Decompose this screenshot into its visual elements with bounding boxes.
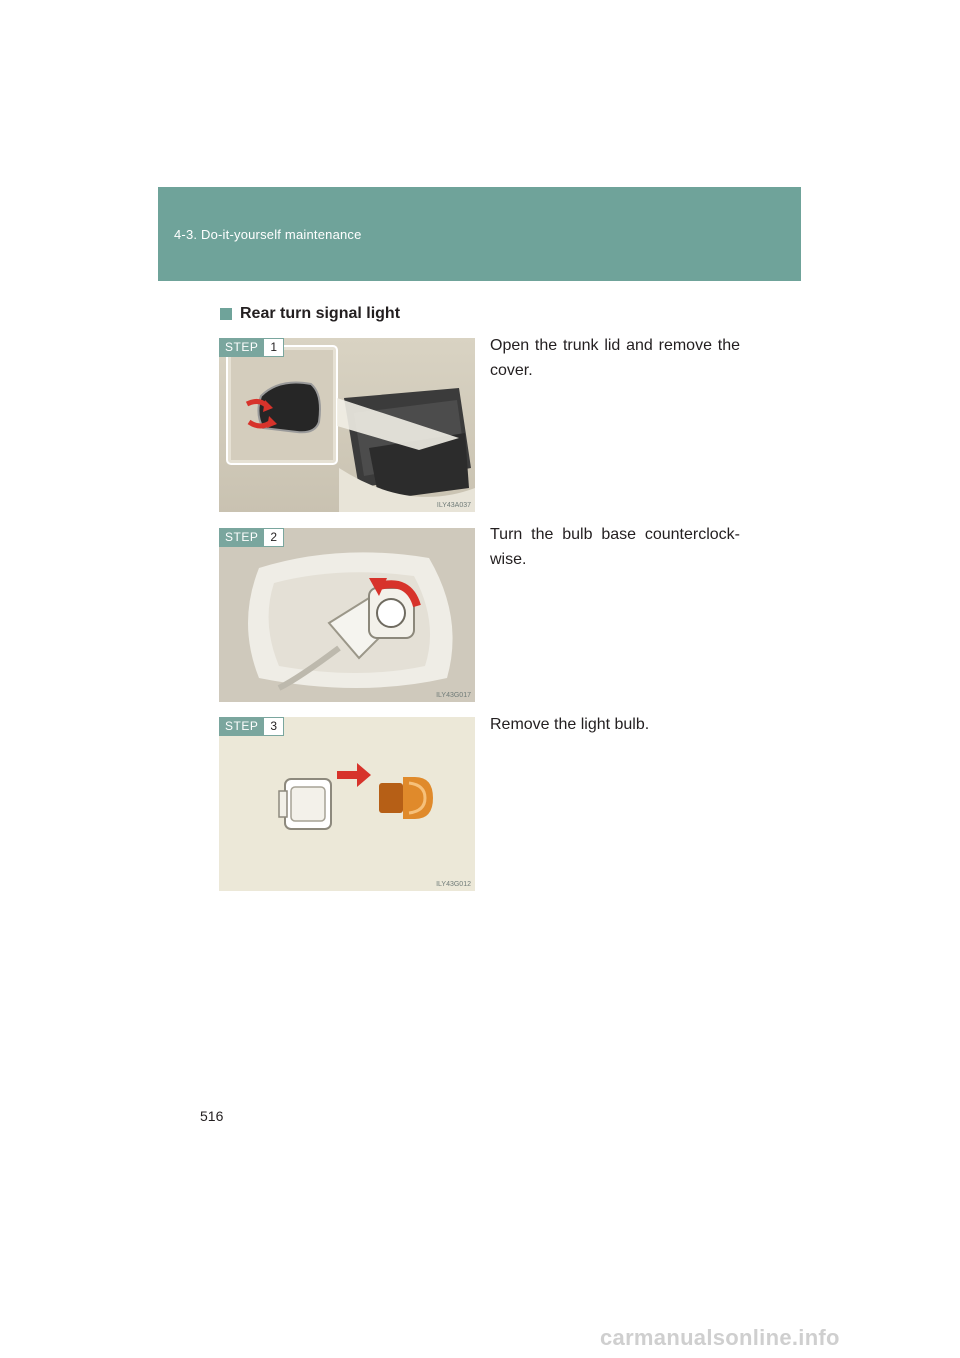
step-2-illustration bbox=[219, 528, 475, 702]
chapter-header-title: 4-3. Do-it-yourself maintenance bbox=[174, 227, 362, 242]
image-code: ILY43G017 bbox=[436, 692, 471, 699]
step-1-instruction: Open the trunk lid and remove the cover. bbox=[490, 337, 740, 379]
section-title-text: Rear turn signal light bbox=[240, 305, 401, 322]
step-2-instruction: Turn the bulb base counterclock-wise. bbox=[490, 526, 740, 568]
image-code: ILY43A037 bbox=[436, 502, 471, 509]
step-3-illustration bbox=[219, 717, 475, 891]
chapter-header-band bbox=[158, 187, 801, 281]
page-number: 516 bbox=[200, 1108, 224, 1124]
trunk-cover-illustration bbox=[219, 338, 475, 512]
image-code: ILY43G012 bbox=[436, 881, 471, 888]
bulb-socket-illustration bbox=[219, 528, 475, 702]
watermark-url: carmanualsonline.info bbox=[600, 1325, 840, 1350]
section-title bbox=[220, 305, 400, 323]
step-badge: STEP 1 bbox=[219, 338, 284, 357]
step-3-instruction: Remove the light bulb. bbox=[490, 716, 650, 733]
square-bullet-icon bbox=[220, 308, 232, 320]
step-badge: STEP 3 bbox=[219, 717, 284, 736]
step-badge: STEP 2 bbox=[219, 528, 284, 547]
bulb-removal-illustration bbox=[219, 717, 475, 891]
step-1-illustration bbox=[219, 338, 475, 512]
